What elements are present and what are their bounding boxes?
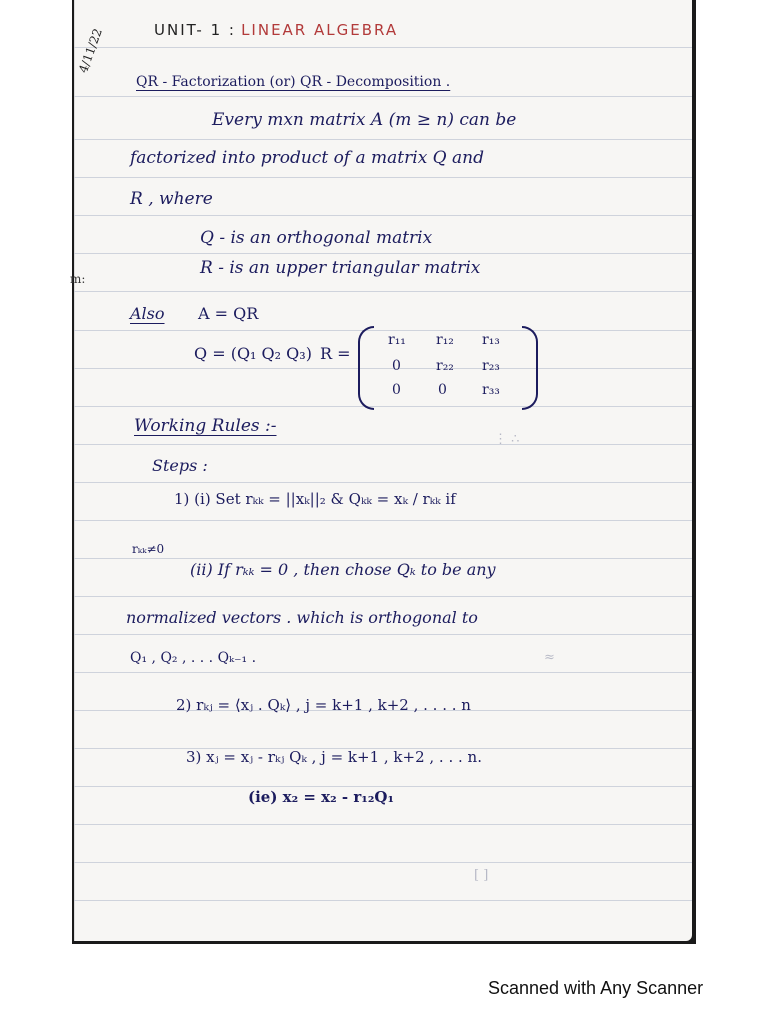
matrix-cell: 0 <box>392 382 401 398</box>
working-rules-heading: Working Rules :- <box>134 416 277 436</box>
matrix-cell: r₁₂ <box>436 332 454 348</box>
matrix-left-paren <box>358 326 374 410</box>
matrix-cell: r₁₃ <box>482 332 500 348</box>
ruled-line <box>74 786 692 787</box>
ruled-line <box>74 139 692 140</box>
also-label: Also <box>130 304 165 323</box>
ruled-line <box>74 672 692 673</box>
ruled-line <box>74 96 692 97</box>
page-title <box>154 20 398 39</box>
section-heading: QR - Factorization (or) QR - Decomposition . <box>136 74 451 90</box>
ruled-line <box>74 406 692 407</box>
ruled-line <box>74 215 692 216</box>
r-matrix <box>358 326 538 406</box>
matrix-cell: r₃₃ <box>482 382 500 398</box>
ruled-line <box>74 177 692 178</box>
step-1-case-2-cont: normalized vectors . which is orthogonal to <box>126 608 478 627</box>
matrix-cell: r₁₁ <box>388 332 406 348</box>
ruled-line <box>74 444 692 445</box>
text-line: R , where <box>130 189 213 209</box>
step-2: 2) rₖⱼ = ⟨xⱼ . Qₖ⟩ , j = k+1 , k+2 , . . . . n <box>176 696 471 714</box>
matrix-cell: 0 <box>438 382 447 398</box>
scanner-watermark: Scanned with Any Scanner <box>488 978 704 998</box>
matrix-cell: 0 <box>392 358 401 374</box>
ruled-line <box>74 291 692 292</box>
notebook-page <box>74 0 692 941</box>
ruled-line <box>74 634 692 635</box>
step-1-case-2-end: Q₁ , Q₂ , . . . Qₖ₋₁ . <box>130 650 257 666</box>
step-1-condition: rₖₖ≠0 <box>132 542 165 556</box>
margin-line <box>74 0 75 941</box>
r-definition: R = <box>320 344 351 363</box>
title-prefix: UNIT- 1 : <box>154 21 236 39</box>
also-equation: A = QR <box>198 304 259 323</box>
ruled-line <box>74 520 692 521</box>
bleed-through-mark: ⋮ ∴ <box>494 432 520 447</box>
steps-label: Steps : <box>152 456 208 475</box>
ruled-line <box>74 47 692 48</box>
text-line: factorized into product of a matrix Q and <box>130 148 484 168</box>
text-line: Q - is an orthogonal matrix <box>200 228 433 248</box>
bleed-through-mark: ≈ <box>544 650 555 665</box>
ruled-line <box>74 862 692 863</box>
step-1: 1) (i) Set rₖₖ = ||xₖ||₂ & Qₖₖ = xₖ / rₖₖ if <box>174 490 456 508</box>
step-1-case-2: (ii) If rₖₖ = 0 , then chose Qₖ to be any <box>190 560 496 579</box>
ruled-line <box>74 253 692 254</box>
page-date: 4/11/22 <box>76 26 105 75</box>
ruled-line <box>74 482 692 483</box>
edge-mark: m: <box>70 272 86 286</box>
text-line: R - is an upper triangular matrix <box>200 258 481 278</box>
q-definition: Q = (Q₁ Q₂ Q₃) <box>194 344 312 363</box>
matrix-cell: r₂₂ <box>436 358 454 374</box>
step-3-example: (ie) x₂ = x₂ - r₁₂Q₁ <box>248 788 395 806</box>
matrix-right-paren <box>522 326 538 410</box>
ruled-line <box>74 558 692 559</box>
step-3: 3) xⱼ = xⱼ - rₖⱼ Qₖ , j = k+1 , k+2 , . . . n. <box>186 748 482 766</box>
title-subject: LINEAR ALGEBRA <box>241 21 399 39</box>
matrix-cell: r₂₃ <box>482 358 500 374</box>
ruled-line <box>74 900 692 901</box>
text-line: Every mxn matrix A (m ≥ n) can be <box>212 110 517 130</box>
ruled-line <box>74 596 692 597</box>
bleed-through-mark: [ ] <box>474 868 489 883</box>
ruled-line <box>74 824 692 825</box>
